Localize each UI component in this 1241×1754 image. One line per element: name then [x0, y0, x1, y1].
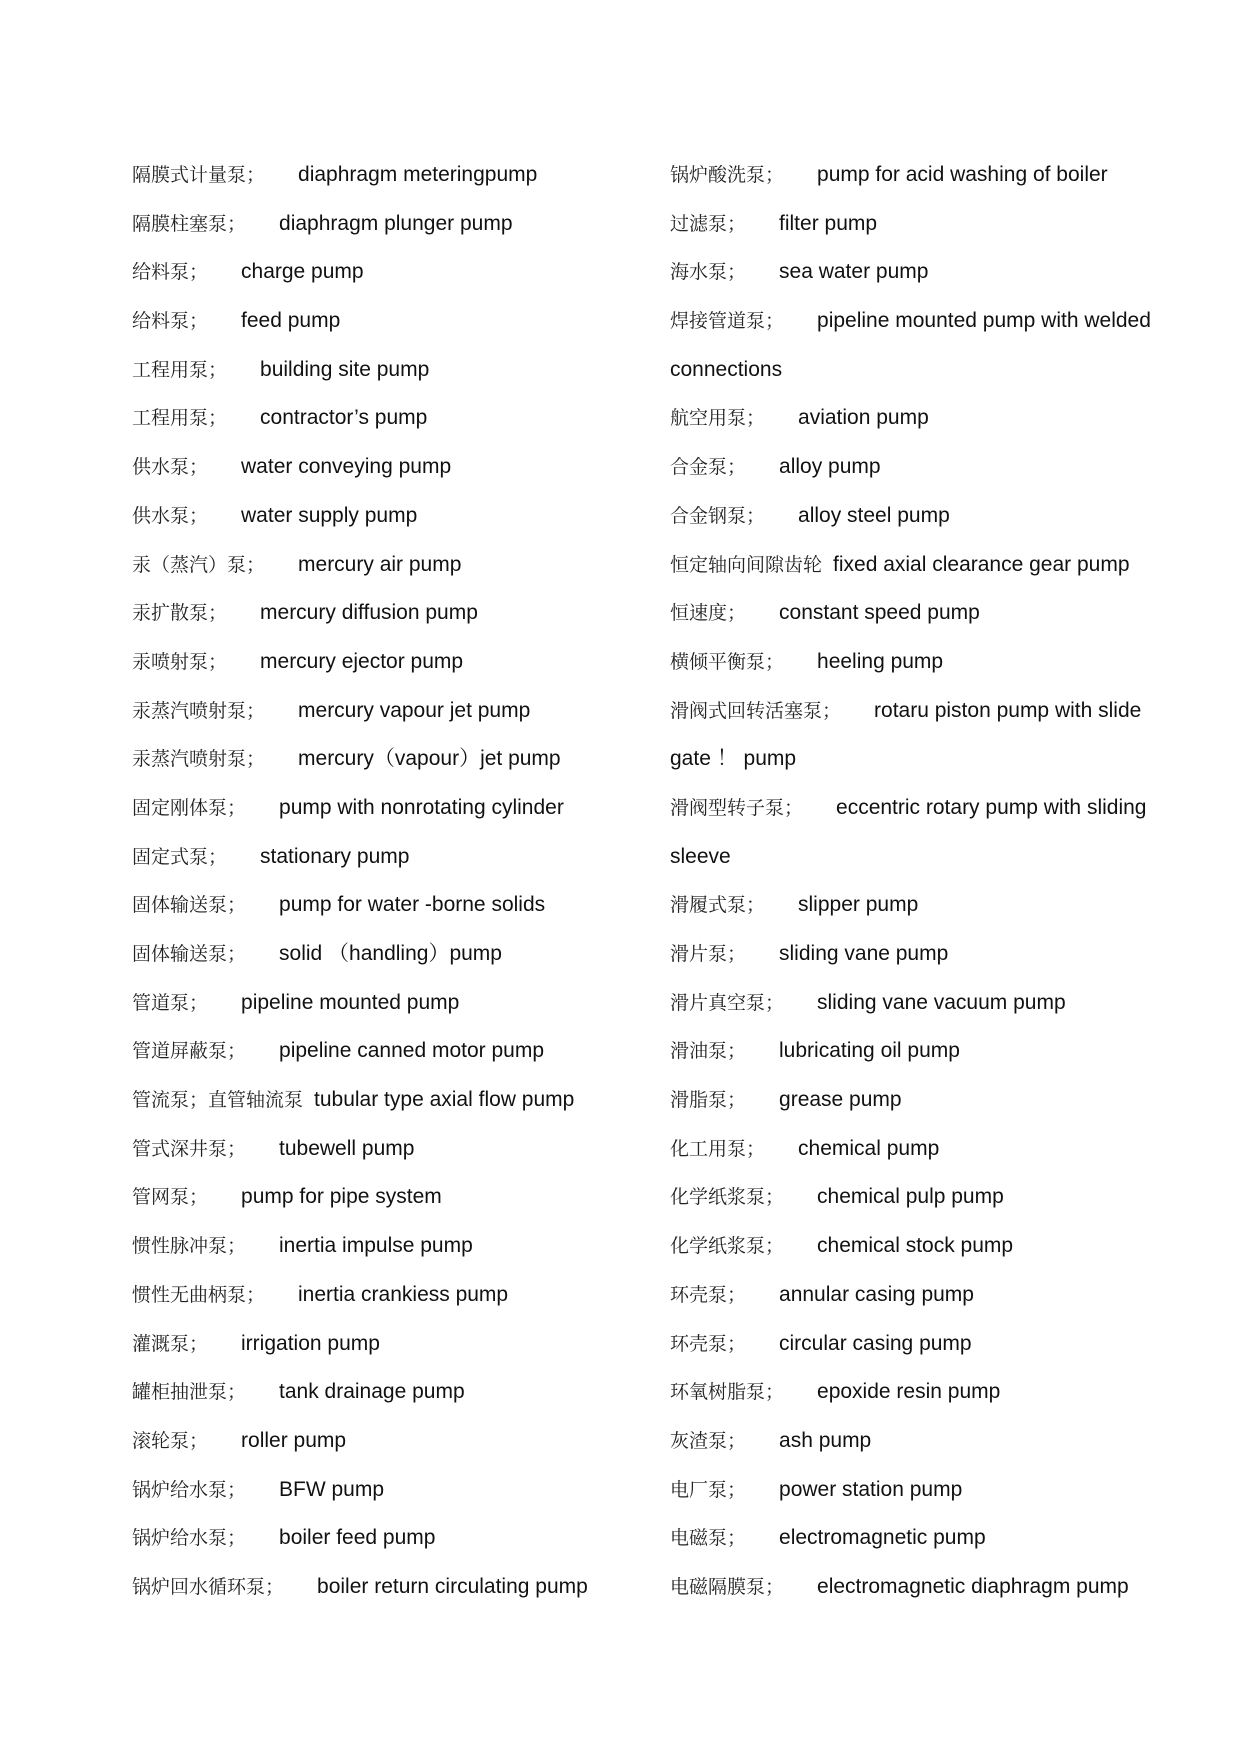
- glossary-line: [670, 1562, 1190, 1611]
- term-english: fixed axial clearance gear pump: [833, 552, 1130, 576]
- glossary-line: [670, 1026, 1190, 1075]
- glossary-line: [670, 150, 1190, 199]
- term-english: electromagnetic pump: [779, 1526, 986, 1550]
- term-chinese: 滑脂泵；: [670, 1089, 747, 1112]
- glossary-line: [670, 637, 1190, 686]
- term-english: pipeline mounted pump with welded: [817, 309, 1151, 333]
- term-english: charge pump: [241, 260, 364, 284]
- term-english: constant speed pump: [779, 601, 980, 625]
- glossary-line: [132, 1465, 652, 1514]
- glossary-line: [670, 1075, 1190, 1124]
- term-chinese: 恒速度；: [670, 602, 747, 625]
- term-chinese: 电磁隔膜泵；: [670, 1575, 785, 1598]
- glossary-line: [670, 1172, 1190, 1221]
- term-english: boiler feed pump: [279, 1526, 436, 1550]
- glossary-line: [132, 540, 652, 589]
- term-english: electromagnetic diaphragm pump: [817, 1574, 1129, 1598]
- glossary-line: [132, 1026, 652, 1075]
- term-chinese: 恒定轴向间隙齿轮: [670, 553, 823, 576]
- term-english: lubricating oil pump: [779, 1039, 960, 1063]
- glossary-line: [670, 393, 1190, 442]
- glossary-line: [670, 1367, 1190, 1416]
- term-english: solid （handling）pump: [279, 942, 502, 965]
- glossary-line: [670, 1513, 1190, 1562]
- glossary-line: [670, 929, 1190, 978]
- term-chinese: 管道屏蔽泵；: [132, 1040, 247, 1063]
- term-english: contractor’s pump: [260, 406, 428, 430]
- term-chinese: 管流泵；直管轴流泵: [132, 1089, 304, 1112]
- term-chinese: 管道泵；: [132, 991, 209, 1014]
- term-english: epoxide resin pump: [817, 1380, 1001, 1404]
- glossary-line: [132, 150, 652, 199]
- glossary-line: [132, 1319, 652, 1368]
- glossary-line: [132, 880, 652, 929]
- term-chinese: 汞扩散泵；: [132, 602, 228, 625]
- term-english: eccentric rotary pump with sliding: [836, 795, 1147, 819]
- glossary-line: [670, 491, 1190, 540]
- glossary-line: [132, 199, 652, 248]
- term-chinese: 化工用泵；: [670, 1137, 766, 1160]
- term-chinese: 隔膜式计量泵；: [132, 164, 266, 186]
- term-english: chemical stock pump: [817, 1234, 1014, 1258]
- glossary-line: [670, 783, 1190, 832]
- term-chinese: 锅炉回水循环泵；: [132, 1575, 285, 1598]
- term-chinese: 电磁泵；: [670, 1527, 747, 1550]
- term-chinese: 汞蒸汽喷射泵；: [132, 748, 266, 771]
- glossary-line: [132, 1172, 652, 1221]
- glossary-line: [670, 734, 1190, 783]
- term-english: mercury diffusion pump: [260, 601, 478, 625]
- glossary-column-right: [670, 150, 1190, 1611]
- term-chinese: 固定刚体泵；: [132, 796, 247, 819]
- term-chinese: 滑油泵；: [670, 1040, 747, 1063]
- term-chinese: 锅炉给水泵；: [132, 1478, 247, 1501]
- term-chinese: 合金泵；: [670, 456, 747, 479]
- glossary-line: [670, 880, 1190, 929]
- term-english: tank drainage pump: [279, 1380, 465, 1404]
- glossary-line: [670, 1124, 1190, 1173]
- term-english: pump for pipe system: [241, 1185, 442, 1209]
- term-chinese: 固体输送泵；: [132, 943, 247, 965]
- glossary-line: [670, 1270, 1190, 1319]
- glossary-line: [670, 1416, 1190, 1465]
- term-english: rotaru piston pump with slide: [874, 698, 1142, 722]
- term-english: irrigation pump: [241, 1331, 380, 1355]
- term-english: tubewell pump: [279, 1136, 415, 1160]
- term-chinese: 滑履式泵；: [670, 894, 766, 917]
- glossary-line: [132, 832, 652, 881]
- term-chinese: 焊接管道泵；: [670, 310, 785, 333]
- term-chinese: 航空用泵；: [670, 407, 766, 430]
- term-english: annular casing pump: [779, 1282, 974, 1306]
- glossary-line: [670, 540, 1190, 589]
- term-english: slipper pump: [798, 893, 919, 917]
- term-english: chemical pump: [798, 1136, 940, 1160]
- term-chinese: 电厂泵；: [670, 1478, 747, 1501]
- glossary-line: [132, 734, 652, 783]
- term-chinese: 供水泵；: [132, 504, 209, 527]
- glossary-line: [132, 1124, 652, 1173]
- glossary-line: [132, 637, 652, 686]
- glossary-line: [670, 345, 1190, 394]
- term-chinese: 隔膜柱塞泵；: [132, 212, 247, 235]
- term-english: tubular type axial flow pump: [314, 1088, 575, 1112]
- term-english: water conveying pump: [241, 455, 452, 479]
- term-chinese: 汞喷射泵；: [132, 650, 228, 673]
- glossary-line: [132, 1562, 652, 1611]
- glossary-line: [132, 1270, 652, 1319]
- term-english: ash pump: [779, 1428, 872, 1452]
- term-english: connections: [670, 357, 783, 381]
- term-chinese: 工程用泵；: [132, 358, 228, 381]
- term-english: sliding vane vacuum pump: [817, 990, 1066, 1014]
- term-chinese: 汞（蒸汽）泵；: [132, 553, 266, 576]
- term-english: pipeline mounted pump: [241, 990, 460, 1014]
- glossary-line: [132, 1075, 652, 1124]
- term-english: gate ！ pump: [670, 747, 797, 771]
- term-english: roller pump: [241, 1428, 347, 1452]
- term-chinese: 环壳泵；: [670, 1332, 747, 1355]
- term-english: circular casing pump: [779, 1331, 972, 1355]
- term-chinese: 滑片泵；: [670, 943, 747, 965]
- term-chinese: 滑阀型转子泵；: [670, 796, 804, 819]
- glossary-line: [132, 978, 652, 1027]
- term-english: mercury（vapour）jet pump: [298, 747, 561, 771]
- glossary-line: [132, 442, 652, 491]
- term-english: sliding vane pump: [779, 942, 949, 965]
- term-chinese: 滑阀式回转活塞泵；: [670, 699, 842, 722]
- term-chinese: 锅炉给水泵；: [132, 1527, 247, 1550]
- glossary-line: [132, 345, 652, 394]
- glossary-line: [670, 199, 1190, 248]
- term-chinese: 合金钢泵；: [670, 504, 766, 527]
- term-english: boiler return circulating pump: [317, 1574, 588, 1598]
- glossary-line: [132, 1367, 652, 1416]
- term-chinese: 滑片真空泵；: [670, 991, 785, 1014]
- term-english: heeling pump: [817, 649, 944, 673]
- term-english: filter pump: [779, 211, 878, 235]
- glossary-line: [670, 442, 1190, 491]
- term-chinese: 汞蒸汽喷射泵；: [132, 699, 266, 722]
- term-english: feed pump: [241, 309, 341, 333]
- term-chinese: 滚轮泵；: [132, 1429, 209, 1452]
- term-english: building site pump: [260, 357, 430, 381]
- term-chinese: 化学纸浆泵；: [670, 1235, 785, 1258]
- term-english: inertia impulse pump: [279, 1234, 473, 1258]
- glossary-line: [670, 978, 1190, 1027]
- term-english: stationary pump: [260, 844, 410, 868]
- glossary-line: [670, 686, 1190, 735]
- term-english: aviation pump: [798, 406, 929, 430]
- term-english: pump for acid washing of boiler: [817, 163, 1108, 186]
- term-english: chemical pulp pump: [817, 1185, 1004, 1209]
- glossary-line: [132, 393, 652, 442]
- term-english: inertia crankiess pump: [298, 1282, 509, 1306]
- glossary-line: [670, 832, 1190, 881]
- glossary-line: [132, 686, 652, 735]
- term-english: pump for water -borne solids: [279, 893, 546, 917]
- term-english: alloy steel pump: [798, 503, 950, 527]
- term-chinese: 管式深井泵；: [132, 1137, 247, 1160]
- term-english: sea water pump: [779, 260, 929, 284]
- glossary-line: [670, 588, 1190, 637]
- glossary-line: [132, 929, 652, 978]
- term-chinese: 横倾平衡泵；: [670, 650, 785, 673]
- term-chinese: 锅炉酸洗泵；: [670, 164, 785, 186]
- glossary-line: [132, 588, 652, 637]
- glossary-line: [670, 247, 1190, 296]
- glossary-line: [670, 1319, 1190, 1368]
- term-chinese: 管网泵；: [132, 1186, 209, 1209]
- term-chinese: 环氧树脂泵；: [670, 1381, 785, 1404]
- glossary-line: [132, 1513, 652, 1562]
- term-chinese: 海水泵；: [670, 261, 747, 284]
- term-chinese: 固定式泵；: [132, 845, 228, 868]
- term-chinese: 给料泵；: [132, 261, 209, 284]
- term-english: mercury air pump: [298, 552, 462, 576]
- glossary-line: [132, 1221, 652, 1270]
- glossary-line: [132, 491, 652, 540]
- term-chinese: 灰渣泵；: [670, 1429, 747, 1452]
- term-chinese: 供水泵；: [132, 456, 209, 479]
- glossary-line: [132, 247, 652, 296]
- term-chinese: 惯性脉冲泵；: [132, 1235, 247, 1258]
- term-chinese: 罐柜抽泄泵；: [132, 1381, 247, 1404]
- term-english: mercury ejector pump: [260, 649, 464, 673]
- term-chinese: 过滤泵；: [670, 212, 747, 235]
- term-english: diaphragm meteringpump: [298, 163, 538, 186]
- term-chinese: 环壳泵；: [670, 1283, 747, 1306]
- term-english: pipeline canned motor pump: [279, 1039, 545, 1063]
- term-english: power station pump: [779, 1477, 963, 1501]
- term-english: water supply pump: [241, 503, 418, 527]
- term-chinese: 灌溉泵；: [132, 1332, 209, 1355]
- term-chinese: 惯性无曲柄泵；: [132, 1283, 266, 1306]
- glossary-line: [670, 296, 1190, 345]
- term-english: alloy pump: [779, 455, 881, 479]
- term-english: BFW pump: [279, 1477, 385, 1501]
- glossary-column-left: [132, 150, 652, 1611]
- glossary-line: [132, 296, 652, 345]
- glossary-line: [670, 1221, 1190, 1270]
- glossary-line: [132, 783, 652, 832]
- term-english: diaphragm plunger pump: [279, 211, 513, 235]
- term-chinese: 固体输送泵；: [132, 894, 247, 917]
- term-english: mercury vapour jet pump: [298, 698, 531, 722]
- glossary-line: [670, 1465, 1190, 1514]
- term-chinese: 化学纸浆泵；: [670, 1186, 785, 1209]
- glossary-line: [132, 1416, 652, 1465]
- term-english: grease pump: [779, 1088, 902, 1112]
- term-chinese: 给料泵；: [132, 310, 209, 333]
- term-chinese: 工程用泵；: [132, 407, 228, 430]
- term-english: pump with nonrotating cylinder: [279, 795, 564, 819]
- term-english: sleeve: [670, 844, 731, 868]
